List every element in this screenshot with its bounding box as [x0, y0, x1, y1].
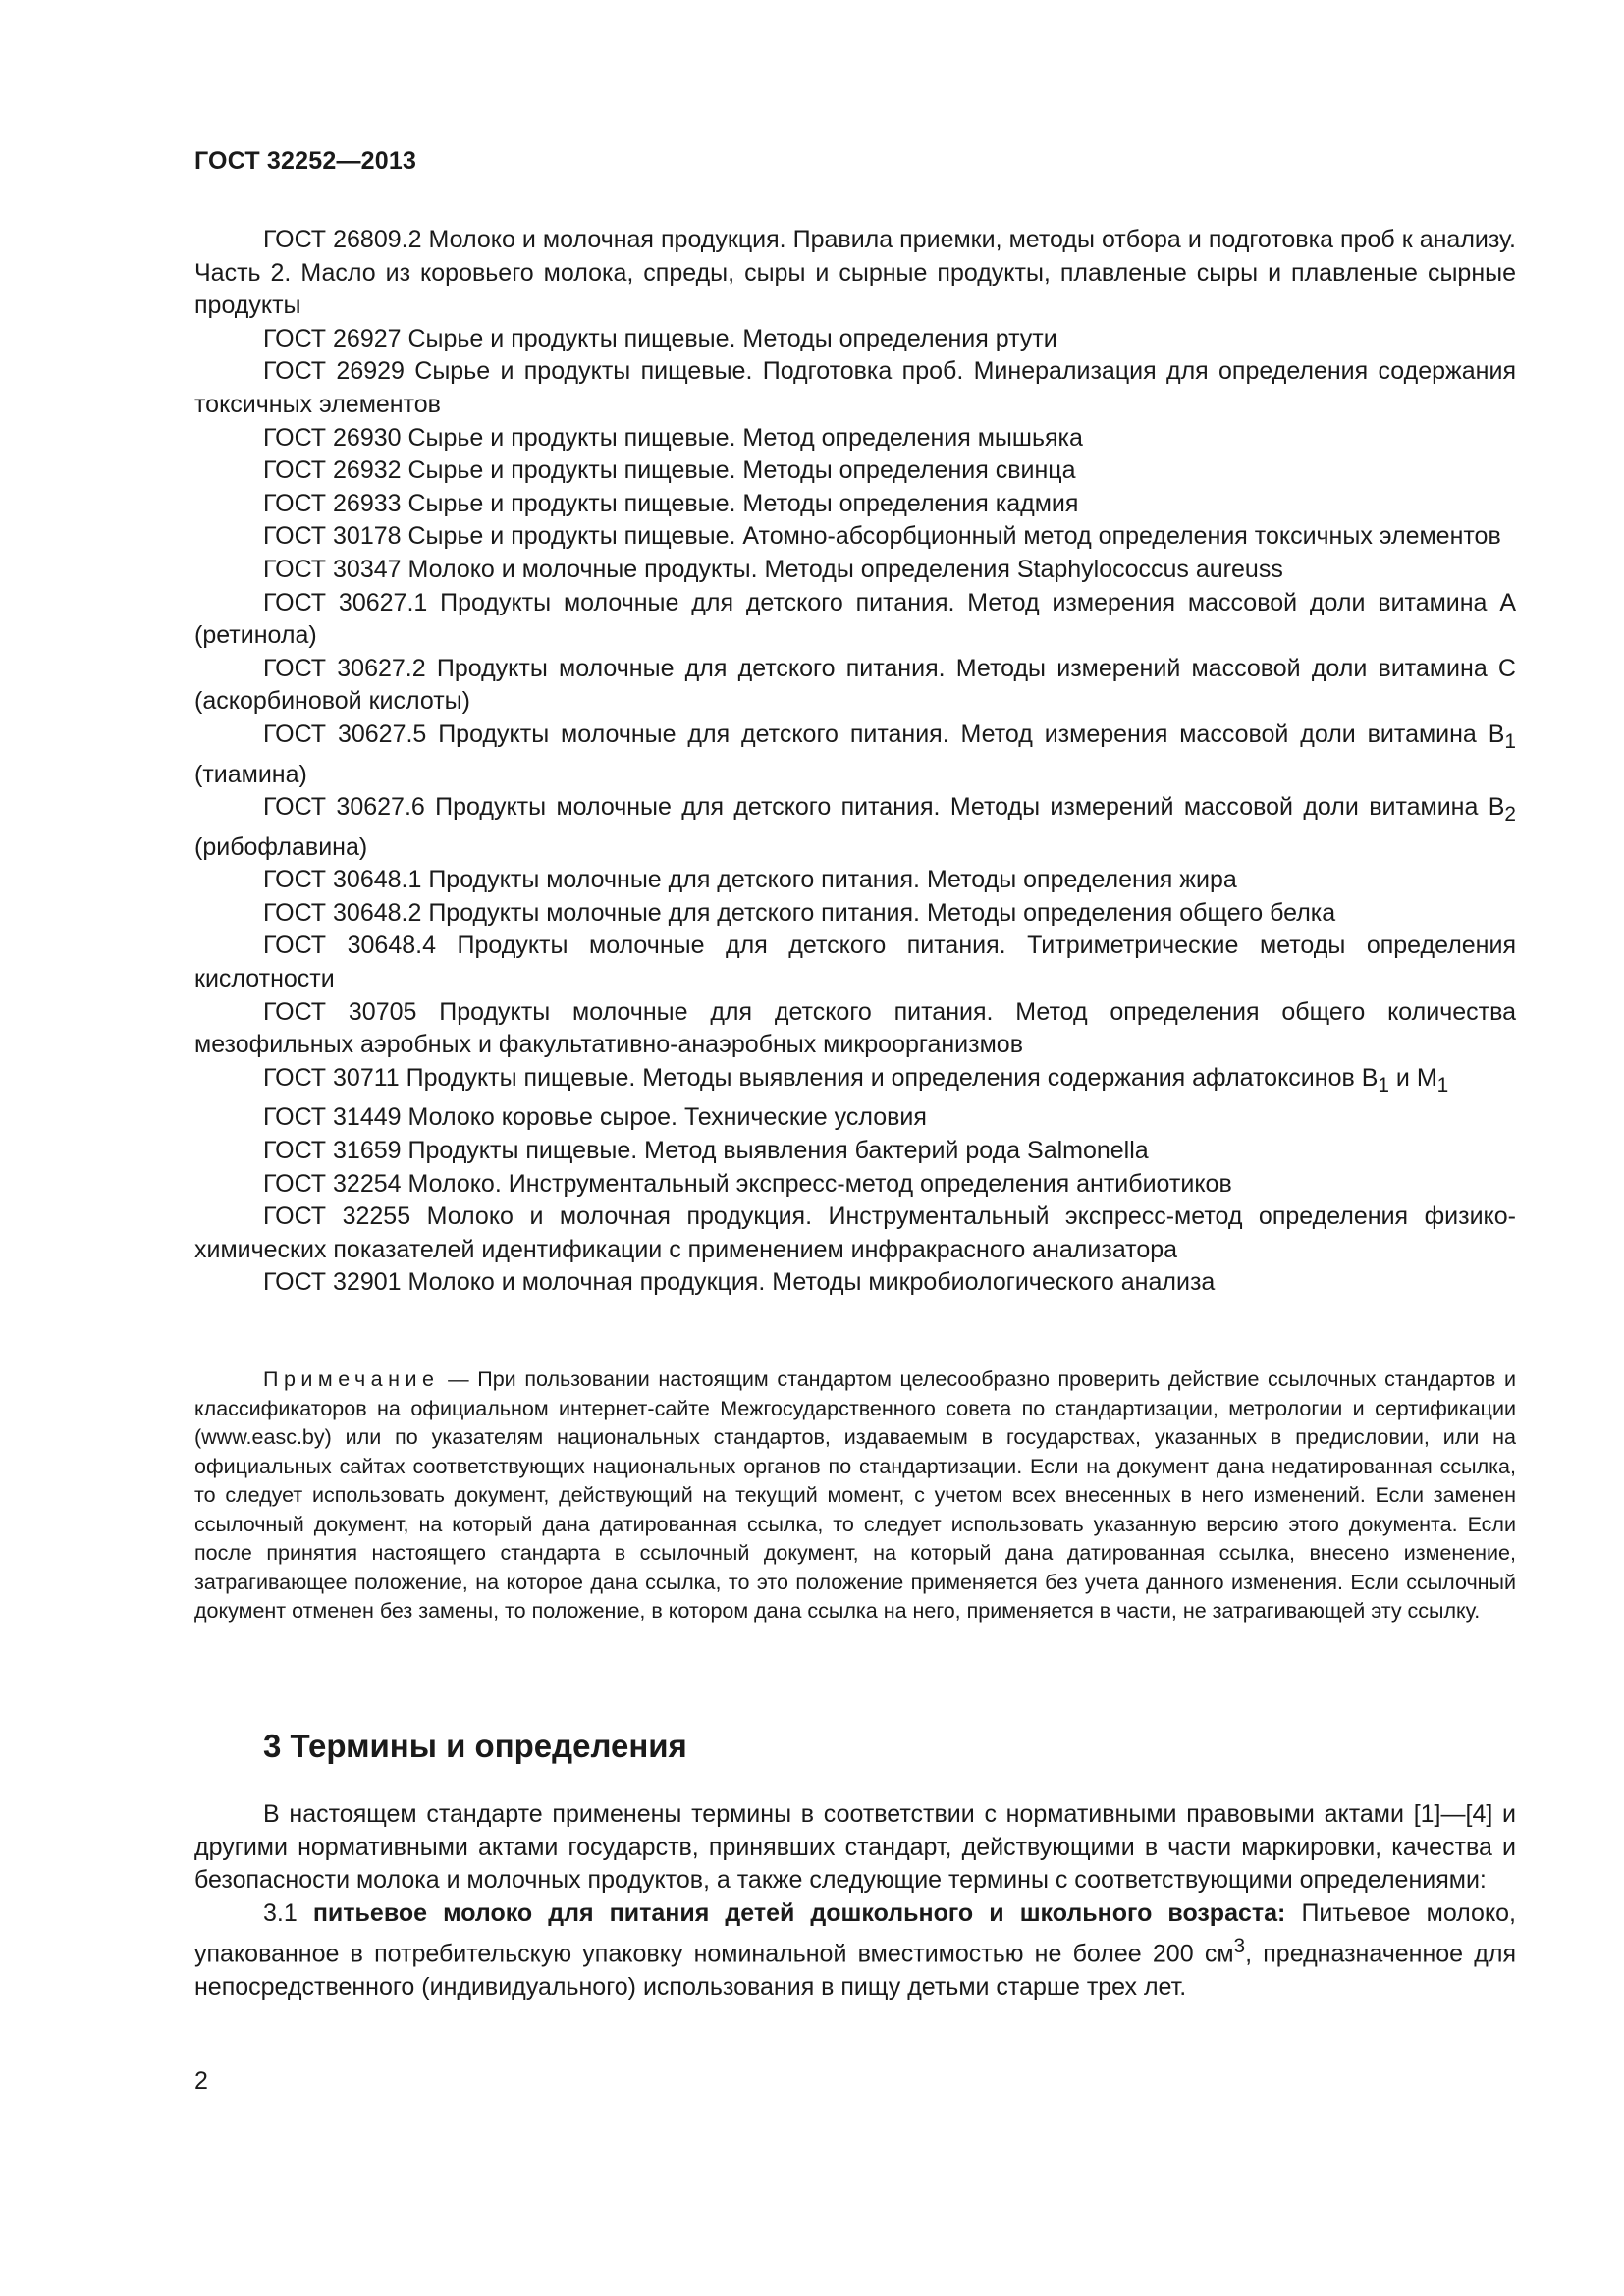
reference-item	[194, 864, 1516, 897]
reference-item	[194, 1135, 1516, 1168]
reference-item	[194, 719, 1516, 791]
reference-tail: и М	[1388, 1063, 1437, 1092]
reference-tail: (рибофлавина)	[194, 832, 368, 861]
reference-item	[194, 791, 1516, 864]
section-intro: В настоящем стандарте применены термины в соответствии с нормативными правовыми актами [1]—[4] и другими нормативными актами государств, принявших стандарт, действующими в части маркировки, качества и безопасности молока и молочных продуктов, а также следующие термины с соответствующими определениями:	[194, 1800, 1516, 1895]
normative-references-list	[194, 224, 1516, 1300]
reference-text: ГОСТ 26932 Сырье и продукты пищевые. Методы определения свинца	[263, 456, 1076, 485]
reference-text: ГОСТ 26930 Сырье и продукты пищевые. Метод определения мышьяка	[263, 423, 1083, 452]
term-definition	[194, 1897, 1516, 2004]
reference-item	[194, 653, 1516, 719]
reference-text: ГОСТ 30711 Продукты пищевые. Методы выявления и определения содержания афлатоксинов В	[263, 1063, 1379, 1092]
reference-text: ГОСТ 30347 Молоко и молочные продукты. Методы определения Staphylococcus aureuss	[263, 555, 1283, 583]
reference-text: ГОСТ 30705 Продукты молочные для детского питания. Метод определения общего количества мезофильных аэробных и факультативно-анаэробных микроорганизмов	[194, 997, 1516, 1059]
term-number: 3.1	[263, 1898, 313, 1927]
reference-item	[194, 897, 1516, 931]
reference-text: ГОСТ 30648.4 Продукты молочные для детского питания. Титриметрические методы определения кислотности	[194, 932, 1516, 993]
reference-text: ГОСТ 30627.2 Продукты молочные для детского питания. Методы измерений массовой доли витамина С (аскорбиновой кислоты)	[194, 654, 1516, 716]
reference-text: ГОСТ 31449 Молоко коровье сырое. Технические условия	[263, 1103, 927, 1132]
document-header: ГОСТ 32252—2013	[194, 147, 417, 175]
reference-item	[194, 323, 1516, 356]
reference-text: ГОСТ 30178 Сырье и продукты пищевые. Атомно-абсорбционный метод определения токсичных элементов	[263, 522, 1501, 551]
reference-item	[194, 454, 1516, 488]
section-heading: 3 Термины и определения	[263, 1728, 687, 1764]
reference-text: ГОСТ 30648.1 Продукты молочные для детского питания. Методы определения жира	[263, 866, 1237, 894]
reference-item	[194, 224, 1516, 323]
page-number: 2	[194, 2067, 208, 2095]
reference-text: ГОСТ 30627.6 Продукты молочные для детского питания. Методы измерений массовой доли витамина В	[263, 793, 1505, 822]
note-text: При пользовании настоящим стандартом целесообразно проверить действие ссылочных стандартов и классификаторов на официальном интернет-сайте Межгосударственного совета по стандартизации, метрологии и сертификации (www.easc.by) или по указателям национальных стандартов, издаваемым в государствах, указанных в предисловии, или на официальных сайтах соответствующих национальных органов по стандартизации. Если на документ дана недатированная ссылка, то следует использовать документ, действующий на текущий момент, с учетом всех внесенных в него изменений. Если заменен ссылочный документ, на который дана датированная ссылка, то следует использовать указанную версию этого документа. Если после принятия настоящего стандарта в ссылочный документ, на который дана датированная ссылка, внесено изменение, затрагивающее положение, на которое дана ссылка, то это положение применяется без учета данного изменения. Если ссылочный документ отменен без замены, то положение, в котором дана ссылка на него, применяется в части, не затрагивающей эту ссылку.	[194, 1367, 1516, 1623]
reference-item	[194, 1168, 1516, 1201]
note-dash: —	[439, 1367, 478, 1391]
reference-item	[194, 996, 1516, 1062]
reference-item	[194, 930, 1516, 995]
reference-item	[194, 488, 1516, 521]
term-name: питьевое молоко для питания детей дошкольного и школьного возраста:	[312, 1898, 1286, 1927]
reference-text: ГОСТ 31659 Продукты пищевые. Метод выявления бактерий рода Salmonella	[263, 1137, 1149, 1165]
reference-text: ГОСТ 32255 Молоко и молочная продукция. Инструментальный экспресс-метод определения физико-химических показателей идентификации с применением инфракрасного анализатора	[194, 1202, 1516, 1263]
reference-item	[194, 1062, 1516, 1102]
reference-text: ГОСТ 30627.5 Продукты молочные для детского питания. Метод измерения массовой доли витамина В	[263, 720, 1505, 748]
reference-item	[194, 554, 1516, 587]
reference-item	[194, 1201, 1516, 1266]
term-definition-text: Питьевое молоко, упакованное в потребительскую упаковку номинальной вместимостью не более 200 см	[194, 1898, 1517, 1968]
reference-item	[194, 355, 1516, 421]
section-body	[194, 1798, 1516, 2004]
subscript: 1	[1504, 729, 1516, 753]
term-definition-text-end: , предназначенное для непосредственного (индивидуального) использования в пищу детьми старше трех лет.	[194, 1940, 1516, 2002]
reference-text: ГОСТ 32901 Молоко и молочная продукция. Методы микробиологического анализа	[263, 1268, 1216, 1297]
note-paragraph	[194, 1365, 1516, 1627]
reference-item	[194, 1266, 1516, 1300]
subscript: 1	[1378, 1073, 1389, 1096]
reference-text: ГОСТ 30648.2 Продукты молочные для детского питания. Методы определения общего белка	[263, 898, 1336, 927]
reference-item	[194, 422, 1516, 455]
note-label: Примечание	[263, 1367, 440, 1391]
note-block	[194, 1365, 1516, 1627]
reference-text: ГОСТ 26933 Сырье и продукты пищевые. Методы определения кадмия	[263, 489, 1079, 517]
superscript: 3	[1233, 1935, 1246, 1958]
reference-text: ГОСТ 30627.1 Продукты молочные для детского питания. Метод измерения массовой доли витамина А (ретинола)	[194, 588, 1516, 650]
subscript: 1	[1436, 1073, 1449, 1096]
reference-tail: (тиамина)	[194, 760, 307, 788]
reference-item	[194, 520, 1516, 554]
reference-text: ГОСТ 32254 Молоко. Инструментальный экспресс-метод определения антибиотиков	[263, 1169, 1232, 1198]
reference-text: ГОСТ 26809.2 Молоко и молочная продукция. Правила приемки, методы отбора и подготовка проб к анализу. Часть 2. Масло из коровьего молока, спреды, сыры и сырные продукты, плавленые сыры и плавленые сырные продукты	[194, 226, 1516, 320]
reference-text: ГОСТ 26929 Сырье и продукты пищевые. Подготовка проб. Минерализация для определения содержания токсичных элементов	[194, 357, 1516, 418]
reference-item	[194, 587, 1516, 653]
reference-text: ГОСТ 26927 Сырье и продукты пищевые. Методы определения ртути	[263, 324, 1057, 352]
reference-item	[194, 1101, 1516, 1135]
subscript: 2	[1504, 803, 1516, 827]
